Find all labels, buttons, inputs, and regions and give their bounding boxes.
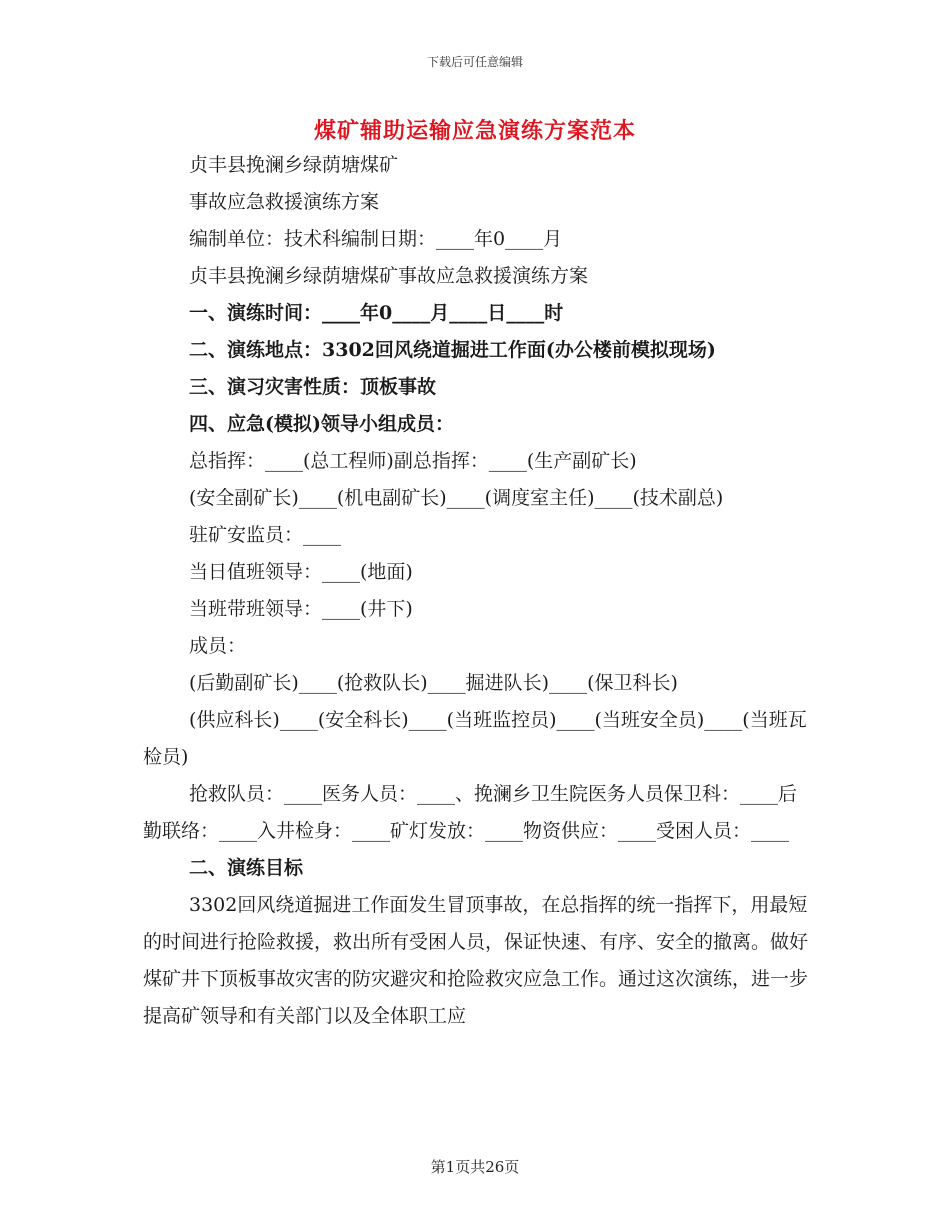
text-line: 驻矿安监员：____ <box>189 524 342 546</box>
section-heading: 四、应急(模拟)领导小组成员： <box>189 413 454 435</box>
section-heading: 三、演习灾害性质：顶板事故 <box>189 376 437 398</box>
document-title: 煤矿辅助运输应急演练方案范本 <box>313 118 636 144</box>
section-heading: 二、演练目标 <box>189 857 304 879</box>
section-heading: 一、演练时间：____年0____月____日____时 <box>189 302 564 324</box>
page-footer: 第1页共26页 <box>430 1158 520 1176</box>
text-line: 编制单位：技术科编制日期：____年0____月 <box>189 228 563 250</box>
text-line: 当班带班领导：____(井下) <box>189 598 413 620</box>
text-line: (后勤副矿长)____(抢救队长)____掘进队长)____(保卫科长) <box>189 672 678 694</box>
text-line: (安全副矿长)____(机电副矿长)____(调度室主任)____(技术副总) <box>189 487 724 509</box>
document-body <box>143 147 815 1035</box>
paragraph: 3302回风绕道掘进工作面发生冒顶事故，在总指挥的统一指挥下，用最短的时间进行抢险救援，救出所有受困人员，保证快速、有序、安全的撤离。做好煤矿井下顶板事故灾害的防灾避灾和抢险救灾应急工作。通过这次演练，进一步提高矿领导和有关部门以及全体职工应 <box>143 894 809 1027</box>
text-line: 当日值班领导：____(地面) <box>189 561 413 583</box>
text-line: 事故应急救援演练方案 <box>189 191 380 213</box>
text-line: 总指挥：____(总工程师)副总指挥：____(生产副矿长) <box>189 450 637 472</box>
text-line: 贞丰县挽澜乡绿荫塘煤矿 <box>189 154 399 176</box>
header-note: 下载后可任意编辑 <box>426 55 523 69</box>
text-line: 抢救队员：____医务人员：____、挽澜乡卫生院医务人员保卫科：____后勤联络：____入井检身：____矿灯发放：____物资供应：____受困人员：____ <box>143 783 798 842</box>
text-line: 贞丰县挽澜乡绿荫塘煤矿事故应急救援演练方案 <box>189 265 589 287</box>
section-heading: 二、演练地点：3302回风绕道掘进工作面(办公楼前模拟现场) <box>189 339 716 361</box>
text-line: (供应科长)____(安全科长)____(当班监控员)____(当班安全员)____(当班瓦检员) <box>143 709 807 768</box>
text-line: 成员： <box>189 635 247 657</box>
